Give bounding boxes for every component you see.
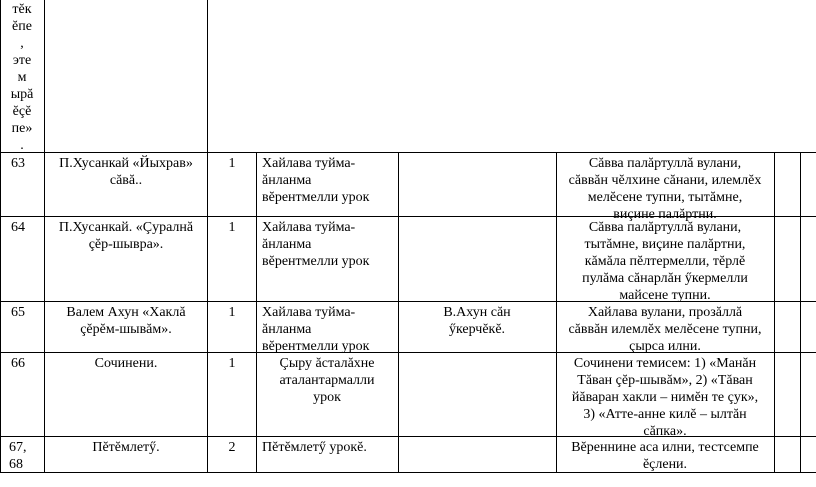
lesson-number: 63	[11, 156, 25, 171]
lesson-hours: 1	[228, 156, 236, 171]
lesson-title: Валем Ахун «Хаклă çĕрĕм-шывăм».	[66, 305, 186, 337]
lesson-number: 67, 68	[9, 440, 27, 472]
lesson-hours: 1	[228, 356, 236, 371]
column-divider	[0, 0, 1, 473]
column-divider	[207, 0, 208, 473]
lesson-type: Хайлава туйма- ăнланма вĕрентмелли урок	[262, 305, 370, 354]
lesson-content: Сăвва палăртуллă вулани, тытăмне, виçине палăртни, кăмăла пĕлтермелли, тĕрлĕ пулăма сăнарлăн ӳкермелли майсене тупни.	[582, 220, 748, 303]
lesson-content: Сочинени темисем: 1) «Манăн Тăван çĕр-шывăм», 2) «Тăван йăваран хакли – нимĕн те çук», 3) «Атте-анне килĕ – ылтăн сăпка».	[571, 356, 759, 439]
lesson-title: П.Хусанкай «Йыхрав» сăвă..	[59, 156, 193, 188]
lesson-content: Вĕреннине аса илни, тестсемпе ĕçлени.	[571, 440, 759, 472]
lesson-content: Сăвва палăртуллă вулани, сăввăн чĕлхине сăнани, илемлĕх мелĕсене тупни, тытăмне, виçине палăртни.	[568, 156, 762, 222]
lesson-material: В.Ахун сăн ӳкерчĕкĕ.	[443, 305, 511, 337]
lesson-title: Сочинени.	[94, 356, 158, 371]
column-divider	[774, 152, 775, 473]
column-divider	[44, 0, 45, 473]
lesson-number: 66	[11, 356, 25, 371]
lesson-hours: 1	[228, 220, 236, 235]
top-cell-text: тĕк ĕпе , эте м ырă ĕçĕ пе» .	[10, 2, 34, 153]
lesson-number: 65	[11, 305, 25, 320]
lesson-number: 64	[11, 220, 25, 235]
row-divider	[0, 152, 816, 153]
lesson-title: Пĕтĕмлетӳ.	[92, 440, 160, 455]
lesson-type: Хайлава туйма- ăнланма вĕрентмелли урок	[262, 220, 370, 269]
lesson-hours: 1	[228, 305, 236, 320]
lesson-type: Çыру ăсталăхне аталантармалли урок	[279, 356, 375, 405]
lesson-content: Хайлава вулани, прозăллă сăввăн илемлĕх мелĕсене тупни, çырса илни.	[568, 305, 762, 354]
column-divider	[256, 152, 257, 473]
lesson-hours: 2	[228, 440, 236, 455]
column-divider	[800, 152, 801, 473]
lesson-title: П.Хусанкай. «Çуралнă çĕр-шывра».	[58, 220, 194, 252]
lesson-type: Хайлава туйма- ăнланма вĕрентмелли урок	[262, 156, 370, 205]
lesson-type: Пĕтĕмлетӳ урокĕ.	[262, 440, 367, 455]
